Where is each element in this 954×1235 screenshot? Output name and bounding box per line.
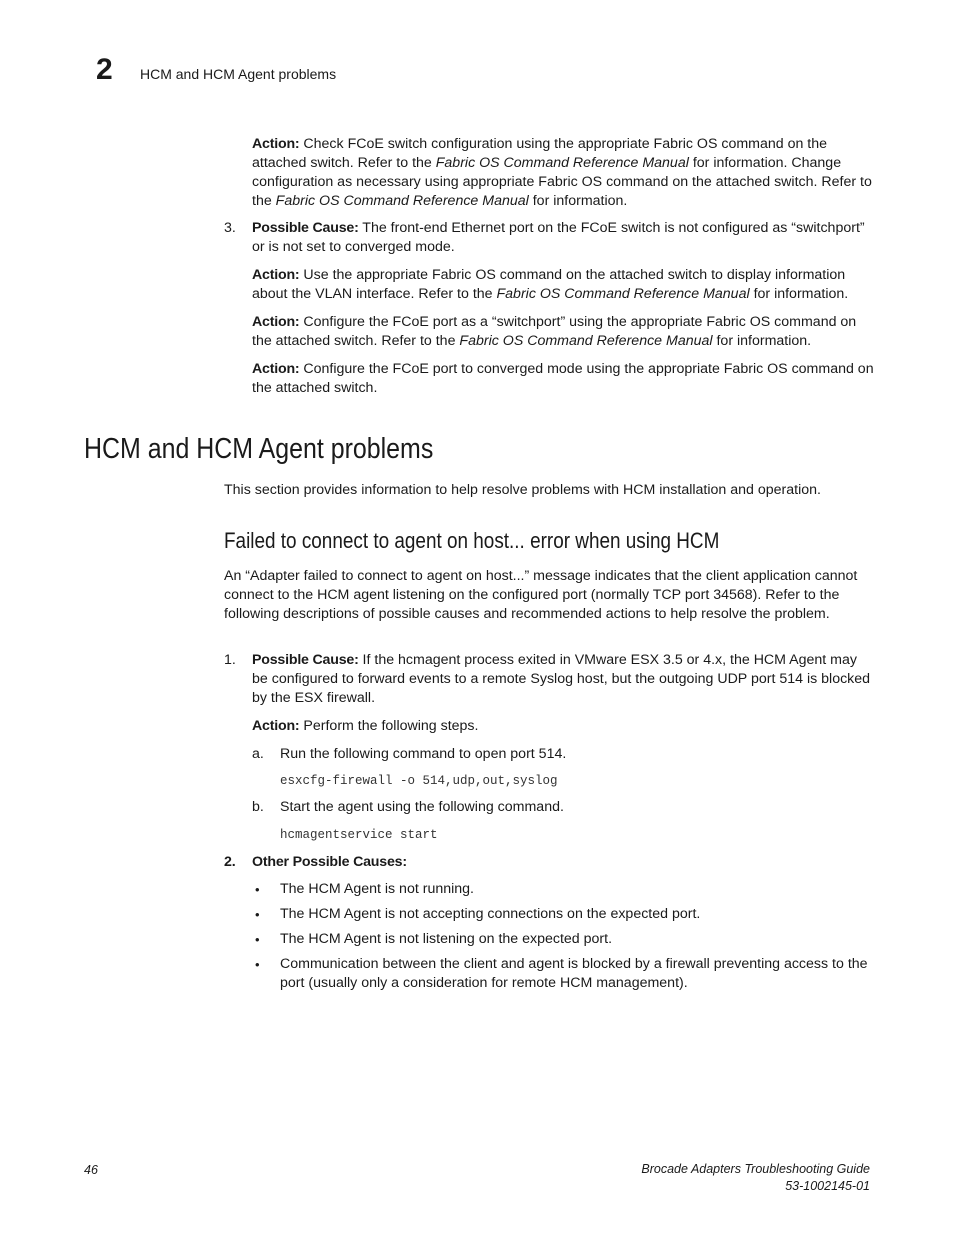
action-paragraph xyxy=(252,266,874,304)
bullet-glyph: • xyxy=(255,932,260,947)
action-text: Use the appropriate Fabric OS command on the attached switch to display information about the VLAN interface. Refer to the xyxy=(252,267,846,302)
page-number: 46 xyxy=(84,1163,98,1177)
possible-cause-text: The front-end Ethernet port on the FCoE switch is not configured as “switchport” or is not set to converged mode. xyxy=(252,220,865,255)
subsection-intro: An “Adapter failed to connect to agent on host...” message indicates that the client application cannot connect to the HCM agent listening on the configured port (normally TCP port 34568). Refer to the following descriptions of possible causes and recommended actions to help resolve the problem. xyxy=(224,568,858,622)
possible-cause-label: Possible Cause: xyxy=(252,220,359,236)
manual-reference: Fabric OS Command Reference Manual xyxy=(435,155,689,171)
list-number: 1. xyxy=(224,652,236,668)
command-code: esxcfg-firewall -o 514,udp,out,syslog xyxy=(280,774,558,788)
bullet-glyph: • xyxy=(255,957,260,972)
manual-reference: Fabric OS Command Reference Manual xyxy=(496,286,750,302)
possible-cause-paragraph xyxy=(252,651,874,708)
possible-cause-paragraph xyxy=(252,219,874,257)
section-intro: This section provides information to help resolve problems with HCM installation and operation. xyxy=(224,482,821,498)
action-label: Action: xyxy=(252,314,300,330)
command-code: hcmagentservice start xyxy=(280,828,438,842)
action-paragraph xyxy=(252,313,874,351)
step-letter: a. xyxy=(252,746,264,762)
action-paragraph xyxy=(252,360,874,398)
list-item: The HCM Agent is not listening on the expected port. xyxy=(280,931,613,947)
action-text: Check FCoE switch configuration using the appropriate Fabric OS command on the attached switch. Refer to the xyxy=(252,136,828,171)
footer-doc-number: 53-1002145-01 xyxy=(785,1179,870,1193)
action-text: for information. xyxy=(712,333,812,349)
other-causes-label: Other Possible Causes: xyxy=(252,854,407,870)
action-label: Action: xyxy=(252,718,300,734)
list-item: The HCM Agent is not running. xyxy=(280,881,474,897)
footer-doc-info xyxy=(641,1161,870,1195)
action-text: Configure the FCoE port to converged mode using the appropriate Fabric OS command on the attached switch. xyxy=(252,361,874,396)
action-text: Perform the following steps. xyxy=(299,718,479,734)
list-item: Communication between the client and agent is blocked by a firewall preventing access to the port (usually only a consideration for remote HCM management). xyxy=(280,956,868,991)
chapter-number: 2 xyxy=(96,53,113,86)
footer-doc-title: Brocade Adapters Troubleshooting Guide xyxy=(641,1162,870,1176)
step-letter: b. xyxy=(252,799,264,815)
action-text: Configure the FCoE port as a “switchport” using the appropriate Fabric OS command on the attached switch. Refer to the xyxy=(252,314,857,349)
subsection-heading: Failed to connect to agent on host... error when using HCM xyxy=(224,528,720,553)
action-paragraph xyxy=(252,717,874,736)
running-header-title: HCM and HCM Agent problems xyxy=(140,66,337,82)
list-item: The HCM Agent is not accepting connections on the expected port. xyxy=(280,906,701,922)
step-text: Run the following command to open port 514. xyxy=(280,746,567,762)
step-text: Start the agent using the following command. xyxy=(280,799,564,815)
action-text: for information. xyxy=(528,193,628,209)
action-label: Action: xyxy=(252,136,300,152)
possible-cause-label: Possible Cause: xyxy=(252,652,359,668)
manual-reference: Fabric OS Command Reference Manual xyxy=(459,333,713,349)
possible-cause-text: If the hcmagent process exited in VMware ESX 3.5 or 4.x, the HCM Agent may be configured to forward events to a remote Syslog host, but the outgoing UDP port 514 is blocked by the ESX firewall. xyxy=(252,652,871,706)
section-heading: HCM and HCM Agent problems xyxy=(84,433,434,465)
action-text: for information. Change configuration as necessary using appropriate Fabric OS command on the attached switch. Refer to the xyxy=(252,155,872,209)
bullet-glyph: • xyxy=(255,882,260,897)
list-number: 2. xyxy=(224,854,236,870)
bullet-glyph: • xyxy=(255,907,260,922)
manual-reference: Fabric OS Command Reference Manual xyxy=(275,193,529,209)
action-text: for information. xyxy=(749,286,849,302)
list-number: 3. xyxy=(224,220,236,236)
action-label: Action: xyxy=(252,361,300,377)
action-paragraph xyxy=(252,135,874,211)
action-label: Action: xyxy=(252,267,300,283)
